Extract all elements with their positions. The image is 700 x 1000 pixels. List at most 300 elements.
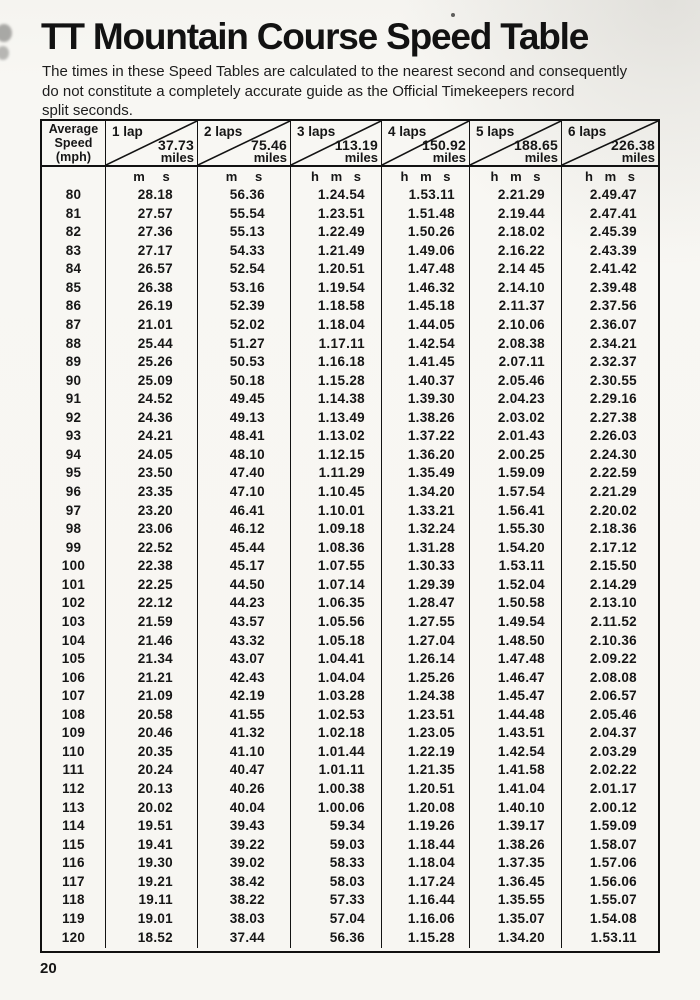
time-cell: 1.56.06 bbox=[589, 873, 637, 889]
lap-label: 4 laps bbox=[388, 124, 427, 139]
table-row bbox=[42, 688, 658, 707]
time-cell: 55.13 bbox=[198, 224, 291, 243]
time-cell: 2.30.55 bbox=[589, 372, 637, 388]
time-cell: 1.08.36 bbox=[291, 540, 382, 559]
time-cell: 1.23.51 bbox=[291, 206, 382, 225]
time-cell: 1.17.11 bbox=[291, 336, 382, 355]
time-cell: 22.38 bbox=[106, 558, 198, 577]
time-cell: 2.47.41 bbox=[589, 205, 637, 221]
speed-cell: 88 bbox=[42, 336, 106, 355]
time-cell: 43.32 bbox=[198, 633, 291, 652]
time-cell: 25.44 bbox=[106, 336, 198, 355]
table-row bbox=[42, 595, 658, 614]
time-cell: 1.35.49 bbox=[382, 465, 470, 484]
table-row bbox=[42, 484, 658, 503]
time-cell: 2.16.22 bbox=[470, 243, 562, 262]
time-cell: 1.45.18 bbox=[382, 298, 470, 317]
speed-cell: 103 bbox=[42, 614, 106, 633]
time-cell: 26.38 bbox=[106, 280, 198, 299]
time-cell: 2.18.02 bbox=[470, 224, 562, 243]
time-cell: 1.20.51 bbox=[382, 781, 470, 800]
units-label: h m s bbox=[585, 169, 635, 184]
time-cell: 1.20.51 bbox=[291, 261, 382, 280]
table-row bbox=[42, 930, 658, 949]
time-cell: 2.21.29 bbox=[589, 484, 637, 499]
time-cell: 55.54 bbox=[198, 206, 291, 225]
time-cell: 1.31.28 bbox=[382, 540, 470, 559]
time-cell: 22.52 bbox=[106, 540, 198, 559]
time-cell: 1.17.24 bbox=[382, 874, 470, 893]
time-cell: 1.41.04 bbox=[470, 781, 562, 800]
time-cell: 2.32.37 bbox=[589, 354, 637, 370]
units-cell bbox=[291, 167, 382, 187]
speed-cell: 101 bbox=[42, 577, 106, 596]
time-cell: 27.57 bbox=[106, 206, 198, 225]
speed-cell: 113 bbox=[42, 800, 106, 819]
time-cell: 1.01.44 bbox=[291, 744, 382, 763]
time-cell: 1.35.07 bbox=[470, 911, 562, 930]
time-cell: 1.53.11 bbox=[470, 558, 562, 577]
table-row bbox=[42, 224, 658, 243]
speed-cell: 87 bbox=[42, 317, 106, 336]
subtitle-line: split seconds. bbox=[42, 102, 133, 119]
time-cell: 40.47 bbox=[198, 762, 291, 781]
units-cell bbox=[562, 167, 658, 187]
miles-value: 37.73 bbox=[157, 137, 194, 153]
table-row bbox=[42, 206, 658, 225]
time-cell: 1.55.30 bbox=[470, 521, 562, 540]
table-row bbox=[42, 317, 658, 336]
speed-cell: 116 bbox=[42, 855, 106, 874]
time-cell: 1.13.02 bbox=[291, 428, 382, 447]
table-row bbox=[42, 651, 658, 670]
time-cell: 1.37.35 bbox=[470, 855, 562, 874]
time-cell: 45.44 bbox=[198, 540, 291, 559]
time-cell: 1.47.48 bbox=[470, 651, 562, 670]
units-label: h m s bbox=[400, 169, 451, 184]
time-cell: 2.08.38 bbox=[470, 336, 562, 355]
table-row bbox=[42, 243, 658, 262]
time-cell: 1.20.08 bbox=[382, 800, 470, 819]
speed-cell: 117 bbox=[42, 874, 106, 893]
time-cell: 2.17.12 bbox=[589, 539, 637, 555]
speed-cell: 91 bbox=[42, 391, 106, 410]
table-row bbox=[42, 725, 658, 744]
time-cell: 1.12.15 bbox=[291, 447, 382, 466]
table-row bbox=[42, 818, 658, 837]
time-cell: 1.44.05 bbox=[382, 317, 470, 336]
time-cell: 41.55 bbox=[198, 707, 291, 726]
table-row bbox=[42, 336, 658, 355]
speed-cell: 93 bbox=[42, 428, 106, 447]
time-cell: 49.13 bbox=[198, 410, 291, 429]
time-cell: 1.27.04 bbox=[382, 633, 470, 652]
time-cell: 2.14 45 bbox=[470, 261, 562, 280]
time-cell: 28.18 bbox=[106, 187, 198, 206]
time-cell: 41.10 bbox=[198, 744, 291, 763]
time-cell: 25.09 bbox=[106, 373, 198, 392]
time-cell: 53.16 bbox=[198, 280, 291, 299]
speed-cell: 83 bbox=[42, 243, 106, 262]
time-cell: 1.49.06 bbox=[382, 243, 470, 262]
table-row bbox=[42, 614, 658, 633]
time-cell: 49.45 bbox=[198, 391, 291, 410]
time-cell: 1.22.49 bbox=[291, 224, 382, 243]
time-cell: 18.52 bbox=[106, 930, 198, 949]
units-cell-empty bbox=[42, 167, 106, 187]
time-cell: 1.04.04 bbox=[291, 670, 382, 689]
table-row bbox=[42, 874, 658, 893]
table-body bbox=[42, 187, 658, 948]
time-cell: 20.13 bbox=[106, 781, 198, 800]
time-cell: 2.10.06 bbox=[470, 317, 562, 336]
speed-cell: 110 bbox=[42, 744, 106, 763]
speed-cell: 94 bbox=[42, 447, 106, 466]
time-cell: 40.26 bbox=[198, 781, 291, 800]
time-cell: 2.18.36 bbox=[589, 521, 637, 537]
time-cell: 1.43.51 bbox=[470, 725, 562, 744]
lap-header-cell-6 bbox=[562, 121, 658, 165]
time-cell: 2.39.48 bbox=[589, 279, 637, 295]
time-cell: 59.03 bbox=[291, 837, 382, 856]
speed-cell: 86 bbox=[42, 298, 106, 317]
time-cell: 1.29.39 bbox=[382, 577, 470, 596]
time-cell: 1.23.05 bbox=[382, 725, 470, 744]
time-cell: 1.01.11 bbox=[291, 762, 382, 781]
miles-value: 150.92 bbox=[421, 137, 466, 153]
time-cell: 1.58.07 bbox=[589, 836, 637, 852]
time-cell: 1.48.50 bbox=[470, 633, 562, 652]
time-cell: 2.04.23 bbox=[470, 391, 562, 410]
time-cell: 1.18.58 bbox=[291, 298, 382, 317]
time-cell: 1.52.04 bbox=[470, 577, 562, 596]
speed-cell: 107 bbox=[42, 688, 106, 707]
time-cell: 2.05.46 bbox=[589, 706, 637, 722]
time-cell: 42.19 bbox=[198, 688, 291, 707]
time-cell: 1.40.10 bbox=[470, 800, 562, 819]
time-cell: 20.46 bbox=[106, 725, 198, 744]
table-row bbox=[42, 892, 658, 911]
time-cell: 39.43 bbox=[198, 818, 291, 837]
page-number: 20 bbox=[40, 960, 57, 977]
time-cell: 48.41 bbox=[198, 428, 291, 447]
miles-word: miles bbox=[160, 150, 194, 165]
speed-cell: 112 bbox=[42, 781, 106, 800]
time-cell: 1.53.11 bbox=[590, 929, 637, 945]
speed-cell: 118 bbox=[42, 892, 106, 911]
miles-value: 188.65 bbox=[513, 137, 558, 153]
time-cell: 1.18.04 bbox=[291, 317, 382, 336]
time-cell: 20.02 bbox=[106, 800, 198, 819]
subtitle-line: The times in these Speed Tables are calculated to the nearest second and consequently bbox=[42, 63, 628, 80]
time-cell: 24.36 bbox=[106, 410, 198, 429]
table-row bbox=[42, 540, 658, 559]
lap-label: 1 lap bbox=[112, 124, 143, 139]
time-cell: 52.39 bbox=[198, 298, 291, 317]
speed-cell: 115 bbox=[42, 837, 106, 856]
time-cell: 59.34 bbox=[291, 818, 382, 837]
time-cell: 2.21.29 bbox=[470, 187, 562, 206]
time-cell: 43.07 bbox=[198, 651, 291, 670]
time-cell: 1.59.09 bbox=[470, 465, 562, 484]
time-cell: 1.35.55 bbox=[470, 892, 562, 911]
time-cell: 1.46.32 bbox=[382, 280, 470, 299]
time-cell: 57.04 bbox=[291, 911, 382, 930]
units-cell bbox=[382, 167, 470, 187]
miles-word: miles bbox=[432, 150, 466, 165]
time-cell: 52.54 bbox=[198, 261, 291, 280]
time-cell: 47.40 bbox=[198, 465, 291, 484]
time-cell: 1.15.28 bbox=[291, 373, 382, 392]
time-cell: 23.20 bbox=[106, 503, 198, 522]
time-cell: 2.43.39 bbox=[589, 242, 637, 258]
time-cell: 1.50.58 bbox=[470, 595, 562, 614]
speed-cell: 114 bbox=[42, 818, 106, 837]
table-row bbox=[42, 577, 658, 596]
time-cell: 2.26.03 bbox=[589, 428, 637, 444]
time-cell: 1.28.47 bbox=[382, 595, 470, 614]
time-cell: 2.05.46 bbox=[470, 373, 562, 392]
time-cell: 24.05 bbox=[106, 447, 198, 466]
time-cell: 26.57 bbox=[106, 261, 198, 280]
speed-cell: 84 bbox=[42, 261, 106, 280]
time-cell: 20.24 bbox=[106, 762, 198, 781]
time-cell: 23.50 bbox=[106, 465, 198, 484]
table-row bbox=[42, 521, 658, 540]
time-cell: 1.15.28 bbox=[382, 930, 470, 949]
time-cell: 1.27.55 bbox=[382, 614, 470, 633]
time-cell: 1.39.17 bbox=[470, 818, 562, 837]
time-cell: 1.18.04 bbox=[382, 855, 470, 874]
time-cell: 2.36.07 bbox=[589, 316, 637, 332]
speed-cell: 85 bbox=[42, 280, 106, 299]
speed-cell: 82 bbox=[42, 224, 106, 243]
speed-cell: 92 bbox=[42, 410, 106, 429]
time-cell: 2.08.08 bbox=[589, 669, 637, 685]
time-cell: 21.46 bbox=[106, 633, 198, 652]
time-cell: 47.10 bbox=[198, 484, 291, 503]
time-cell: 2.29.16 bbox=[589, 391, 637, 407]
time-cell: 2.22.59 bbox=[589, 465, 637, 481]
time-cell: 19.01 bbox=[106, 911, 198, 930]
time-cell: 2.24.30 bbox=[589, 446, 637, 462]
time-cell: 2.04.37 bbox=[589, 725, 637, 741]
time-cell: 1.36.45 bbox=[470, 874, 562, 893]
time-cell: 22.25 bbox=[106, 577, 198, 596]
time-cell: 58.33 bbox=[291, 855, 382, 874]
speed-cell: 95 bbox=[42, 465, 106, 484]
time-cell: 2.15.50 bbox=[589, 558, 637, 574]
time-cell: 1.47.48 bbox=[382, 261, 470, 280]
time-cell: 19.30 bbox=[106, 855, 198, 874]
time-cell: 1.55.07 bbox=[589, 892, 637, 908]
time-cell: 1.38.26 bbox=[382, 410, 470, 429]
speed-cell: 90 bbox=[42, 373, 106, 392]
time-cell: 26.19 bbox=[106, 298, 198, 317]
speed-cell: 111 bbox=[42, 762, 106, 781]
time-cell: 1.42.54 bbox=[382, 336, 470, 355]
time-cell: 1.26.14 bbox=[382, 651, 470, 670]
time-cell: 21.34 bbox=[106, 651, 198, 670]
time-cell: 1.10.45 bbox=[291, 484, 382, 503]
table-row bbox=[42, 391, 658, 410]
time-cell: 1.38.26 bbox=[470, 837, 562, 856]
time-cell: 2.09.22 bbox=[589, 651, 637, 667]
average-speed-header-cell bbox=[42, 121, 106, 165]
time-cell: 19.11 bbox=[106, 892, 198, 911]
table-row bbox=[42, 187, 658, 206]
table-row bbox=[42, 633, 658, 652]
time-cell: 2.11.37 bbox=[470, 298, 562, 317]
speed-cell: 106 bbox=[42, 670, 106, 689]
speed-cell: 81 bbox=[42, 206, 106, 225]
time-cell: 24.52 bbox=[106, 391, 198, 410]
time-cell: 1.39.30 bbox=[382, 391, 470, 410]
time-cell: 27.17 bbox=[106, 243, 198, 262]
time-cell: 39.22 bbox=[198, 837, 291, 856]
time-cell: 56.36 bbox=[198, 187, 291, 206]
time-cell: 38.42 bbox=[198, 874, 291, 893]
time-cell: 44.23 bbox=[198, 595, 291, 614]
table-row bbox=[42, 707, 658, 726]
table-row bbox=[42, 280, 658, 299]
table-row bbox=[42, 855, 658, 874]
time-cell: 1.16.18 bbox=[291, 354, 382, 373]
time-cell: 2.13.10 bbox=[589, 595, 637, 611]
speed-cell: 96 bbox=[42, 484, 106, 503]
lap-label: 3 laps bbox=[297, 124, 336, 139]
time-cell: 1.04.41 bbox=[291, 651, 382, 670]
speed-cell: 89 bbox=[42, 354, 106, 373]
table-row bbox=[42, 911, 658, 930]
speed-cell: 102 bbox=[42, 595, 106, 614]
time-cell: 1.19.26 bbox=[382, 818, 470, 837]
time-cell: 1.59.09 bbox=[589, 818, 637, 834]
lap-label: 2 laps bbox=[204, 124, 243, 139]
time-cell: 1.06.35 bbox=[291, 595, 382, 614]
time-cell: 20.58 bbox=[106, 707, 198, 726]
time-cell: 54.33 bbox=[198, 243, 291, 262]
units-cell bbox=[198, 167, 291, 187]
time-cell: 20.35 bbox=[106, 744, 198, 763]
speed-cell: 119 bbox=[42, 911, 106, 930]
speed-cell: 120 bbox=[42, 930, 106, 949]
time-cell: 2.45.39 bbox=[589, 224, 637, 240]
time-cell: 21.59 bbox=[106, 614, 198, 633]
time-cell: 23.35 bbox=[106, 484, 198, 503]
units-cell bbox=[106, 167, 198, 187]
lap-header-cell-1 bbox=[106, 121, 198, 165]
corner-line: Speed bbox=[54, 136, 93, 150]
speed-cell: 99 bbox=[42, 540, 106, 559]
lap-header-cell-4 bbox=[382, 121, 470, 165]
miles-word: miles bbox=[253, 150, 287, 165]
time-cell: 1.16.44 bbox=[382, 892, 470, 911]
speed-cell: 100 bbox=[42, 558, 106, 577]
time-cell: 1.02.53 bbox=[291, 707, 382, 726]
time-cell: 1.05.56 bbox=[291, 614, 382, 633]
time-cell: 2.20.02 bbox=[589, 502, 637, 518]
time-cell: 1.30.33 bbox=[382, 558, 470, 577]
time-cell: 1.23.51 bbox=[382, 707, 470, 726]
lap-header-cell-3 bbox=[291, 121, 382, 165]
time-cell: 2.01.43 bbox=[470, 428, 562, 447]
time-cell: 19.41 bbox=[106, 837, 198, 856]
time-cell: 1.42.54 bbox=[470, 744, 562, 763]
time-cell: 1.02.18 bbox=[291, 725, 382, 744]
time-cell: 1.51.48 bbox=[382, 206, 470, 225]
time-cell: 1.03.28 bbox=[291, 688, 382, 707]
time-cell: 2.00.25 bbox=[470, 447, 562, 466]
time-cell: 1.07.55 bbox=[291, 558, 382, 577]
units-cell bbox=[470, 167, 562, 187]
time-cell: 41.32 bbox=[198, 725, 291, 744]
speed-cell: 105 bbox=[42, 651, 106, 670]
time-cell: 1.57.54 bbox=[470, 484, 562, 503]
table-row bbox=[42, 558, 658, 577]
time-cell: 1.10.01 bbox=[291, 503, 382, 522]
time-cell: 1.24.38 bbox=[382, 688, 470, 707]
speed-cell: 109 bbox=[42, 725, 106, 744]
time-cell: 2.41.42 bbox=[589, 261, 637, 277]
scan-smudge bbox=[0, 46, 9, 60]
time-cell: 1.34.20 bbox=[470, 930, 562, 949]
time-cell: 2.37.56 bbox=[589, 298, 637, 314]
table-row bbox=[42, 410, 658, 429]
time-cell: 1.33.21 bbox=[382, 503, 470, 522]
table-row bbox=[42, 503, 658, 522]
time-cell: 2.11.52 bbox=[590, 613, 637, 629]
time-cell: 2.14.10 bbox=[470, 280, 562, 299]
time-cell: 2.27.38 bbox=[589, 409, 637, 425]
time-cell: 1.40.37 bbox=[382, 373, 470, 392]
time-cell: 2.03.29 bbox=[589, 743, 637, 759]
time-cell: 46.41 bbox=[198, 503, 291, 522]
time-cell: 1.37.22 bbox=[382, 428, 470, 447]
time-cell: 44.50 bbox=[198, 577, 291, 596]
time-cell: 38.03 bbox=[198, 911, 291, 930]
time-cell: 45.17 bbox=[198, 558, 291, 577]
time-cell: 1.09.18 bbox=[291, 521, 382, 540]
time-cell: 22.12 bbox=[106, 595, 198, 614]
units-label: h m s bbox=[490, 169, 541, 184]
time-cell: 21.01 bbox=[106, 317, 198, 336]
table-row bbox=[42, 781, 658, 800]
time-cell: 1.41.58 bbox=[470, 762, 562, 781]
speed-cell: 80 bbox=[42, 187, 106, 206]
time-cell: 2.03.02 bbox=[470, 410, 562, 429]
time-cell: 46.12 bbox=[198, 521, 291, 540]
miles-word: miles bbox=[524, 150, 558, 165]
table-row bbox=[42, 670, 658, 689]
table-row bbox=[42, 354, 658, 373]
time-cell: 56.36 bbox=[291, 930, 382, 949]
time-cell: 1.00.38 bbox=[291, 781, 382, 800]
time-cell: 21.21 bbox=[106, 670, 198, 689]
time-cell: 21.09 bbox=[106, 688, 198, 707]
time-cell: 25.26 bbox=[106, 354, 198, 373]
time-cell: 1.50.26 bbox=[382, 224, 470, 243]
time-cell: 2.14.29 bbox=[589, 576, 637, 592]
time-cell: 1.44.48 bbox=[470, 707, 562, 726]
subtitle bbox=[42, 62, 662, 121]
time-cell: 1.11.29 bbox=[291, 465, 382, 484]
time-cell: 19.51 bbox=[106, 818, 198, 837]
time-cell: 1.24.54 bbox=[291, 187, 382, 206]
table-header-row bbox=[42, 121, 658, 167]
table-row bbox=[42, 373, 658, 392]
time-cell: 2.00.12 bbox=[589, 799, 637, 815]
